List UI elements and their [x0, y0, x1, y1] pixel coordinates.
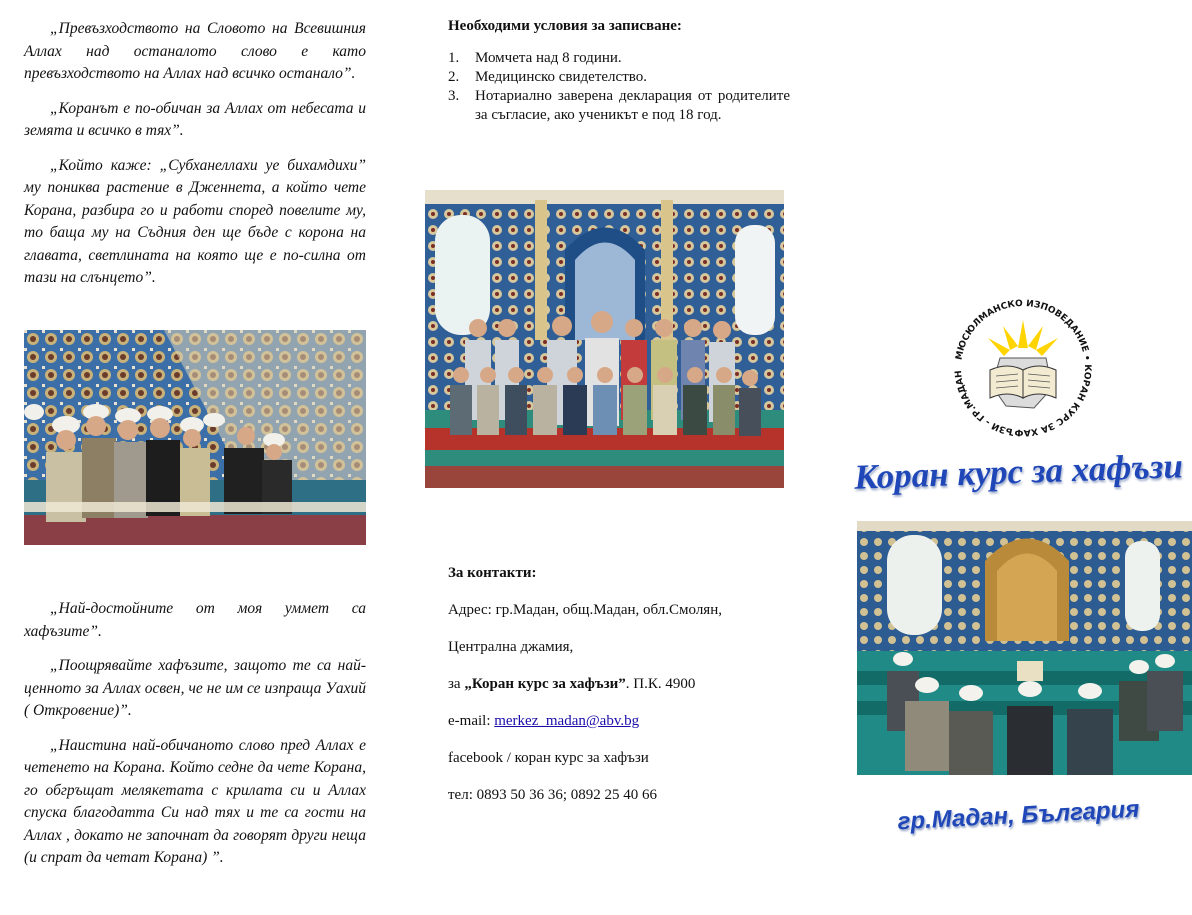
class-photo [857, 521, 1192, 775]
list-number: 1. [448, 50, 460, 66]
requirements-section [448, 18, 790, 125]
list-item [448, 87, 790, 125]
logo-ring-text: МЮСЮЛМАНСКО ИЗПОВЕДАНИЕ • КОРАН КУРС ЗА ХАФЪЗИ - ГР.МАДАН [953, 298, 1093, 438]
location-title: гр.Мадан, България [896, 795, 1140, 836]
requirements-list [448, 49, 790, 125]
contacts-title: За контакти: [448, 565, 537, 581]
course-line [448, 674, 790, 694]
quote: „Който каже: „Субханеллахи уе бихамдихи” му пониква растение в Дженнета, а който чете Корана, разбира го и работи според повелите му, то баща му на Съдния ден ще бъде с корона на главата, светлината на която ще е по-силна от тази на слънцето”. [24, 156, 366, 286]
left-panel [24, 0, 366, 915]
logo [948, 298, 1098, 438]
middle-panel [425, 0, 790, 915]
address: Адрес: гр.Мадан, общ.Мадан, обл.Смолян, [448, 602, 722, 618]
list-item [448, 68, 790, 87]
list-text: Момчета над 8 години. [475, 50, 622, 66]
email-link[interactable]: merkez_madan@abv.bg [494, 713, 640, 729]
group-photo [425, 190, 784, 488]
quote: „Най-достойните от моя уммет са хафъзите”. [24, 600, 366, 640]
list-text: Нотариално заверена декларация от родителите за съгласие, ако ученикът е под 18 год. [475, 88, 790, 123]
quote: „Наистина най-обичаното слово пред Аллах е четенето на Корана. Който седне да чете Корана, го обгръщат мелякетата с крилата си и Аллах спуска благодатта Си над тях и те са гости на Аллах , докато не започнат да говорят други неща (и спрат да четат Корана) ”. [24, 736, 366, 866]
quotes-top [24, 18, 366, 302]
quote: „Коранът е по-обичан за Аллах от небесата и земята и всичко в тях”. [24, 99, 366, 139]
course-name: „Коран курс за хафъзи” [464, 676, 626, 692]
list-text: Медицинско свидетелство. [475, 69, 647, 85]
postcode: . П.К. 4900 [625, 676, 696, 692]
course-title: Коран курс за хафъзи [853, 446, 1184, 497]
course-prefix: за [448, 676, 465, 692]
students-reading-photo [24, 330, 366, 545]
right-panel [845, 0, 1192, 915]
quote: „Поощрявайте хафъзите, защото те са най-ценното за Аллах освен, че не им се изпраща Уахий ( Откровение)”. [24, 657, 366, 719]
list-number: 3. [448, 88, 460, 104]
contacts-section [448, 563, 790, 822]
email-line [448, 711, 790, 731]
requirements-title: Необходими условия за записване: [448, 18, 682, 34]
quotes-bottom [24, 598, 366, 882]
list-number: 2. [448, 69, 460, 85]
quote: „Превъзходството на Словото на Всевишния Аллах над останалото слово е като превъзходството на Аллах над всичко останало”. [24, 20, 366, 82]
email-label: e-mail: [448, 713, 495, 729]
phone: тел: 0893 50 36 36; 0892 25 40 66 [448, 787, 658, 803]
mosque: Централна джамия, [448, 639, 574, 655]
list-item [448, 49, 790, 68]
facebook: facebook / коран курс за хафъзи [448, 750, 649, 766]
